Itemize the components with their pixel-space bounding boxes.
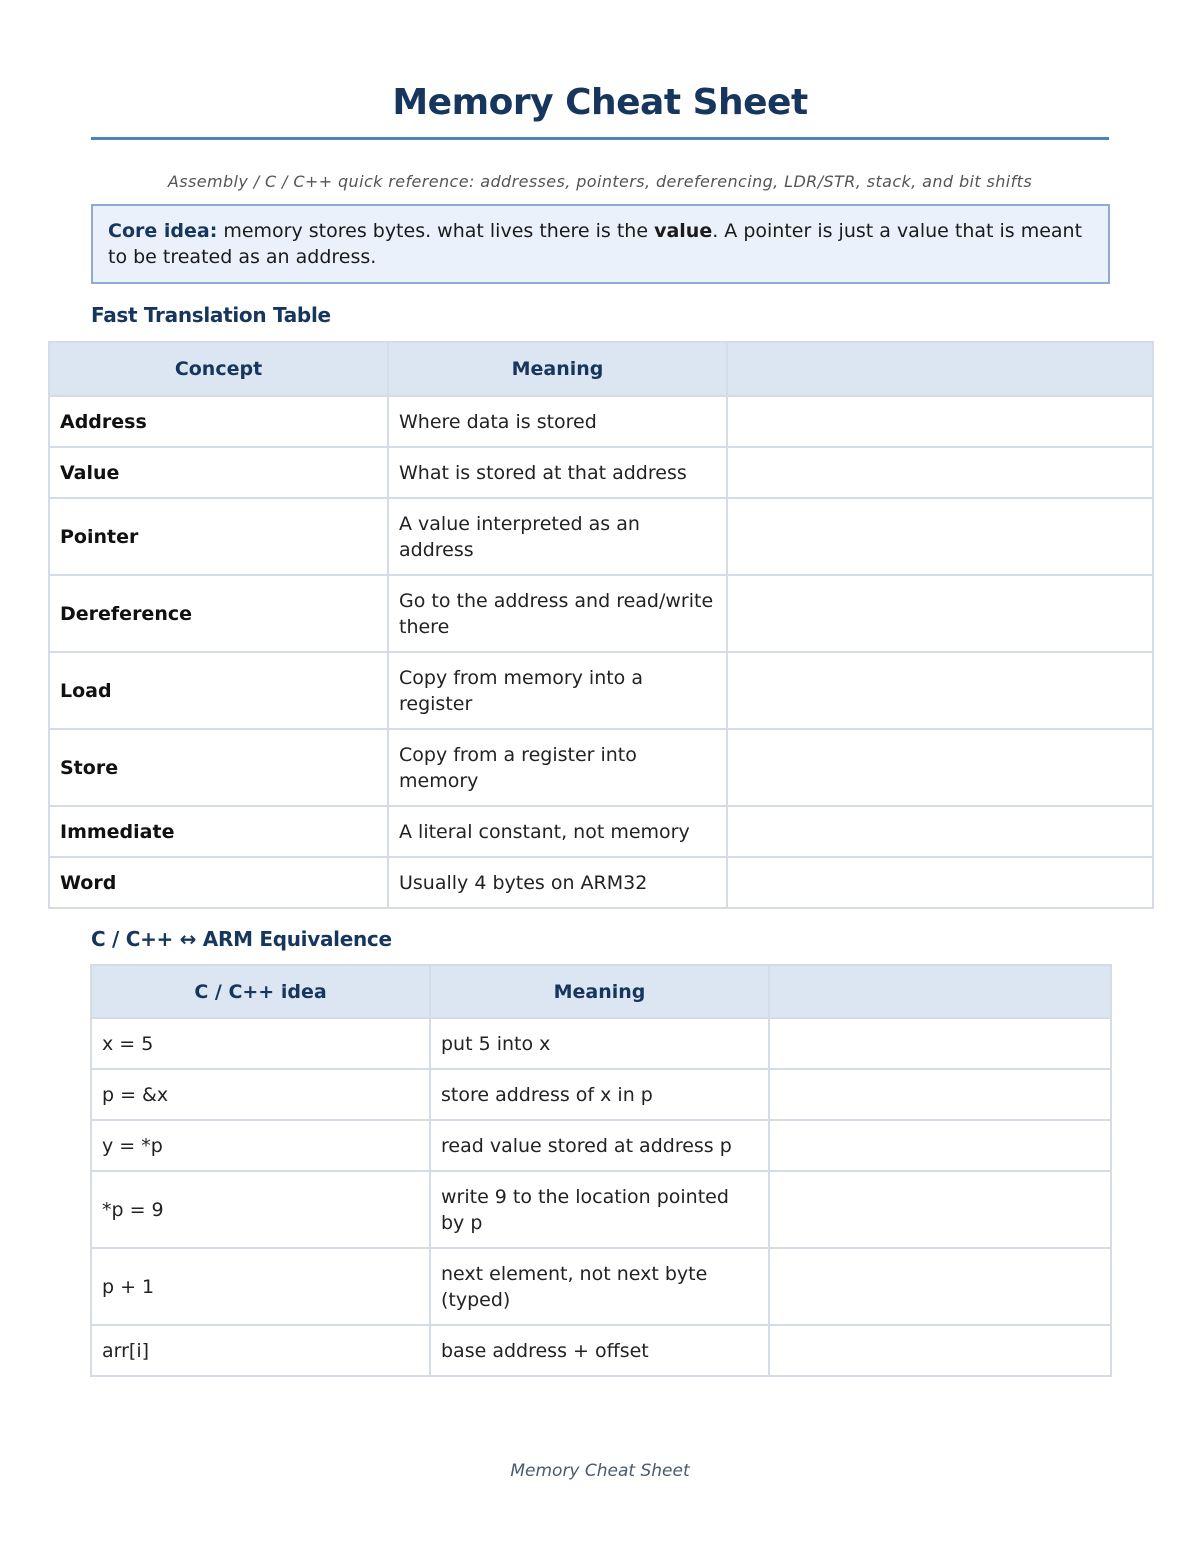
idea-cell: p = &x [91, 1069, 430, 1120]
column-header-blank [727, 342, 1153, 396]
meaning-cell: A value interpreted as an address [388, 498, 727, 575]
empty-cell [727, 806, 1153, 857]
empty-cell [727, 575, 1153, 652]
meaning-cell: Where data is stored [388, 396, 727, 447]
callout-text-1: memory stores bytes. what lives there is the [217, 220, 655, 242]
table-row [91, 1018, 1111, 1069]
idea-cell: p + 1 [91, 1248, 430, 1325]
empty-cell [769, 1325, 1111, 1376]
empty-cell [769, 1248, 1111, 1325]
concept-cell: Value [49, 447, 388, 498]
table-header-row [49, 342, 1153, 396]
concept-cell: Load [49, 652, 388, 729]
meaning-cell: write 9 to the location pointed by p [430, 1171, 769, 1248]
table-row [49, 447, 1153, 498]
meaning-cell: Usually 4 bytes on ARM32 [388, 857, 727, 908]
meaning-cell: base address + offset [430, 1325, 769, 1376]
column-header-concept: Concept [49, 342, 388, 396]
table-row [49, 575, 1153, 652]
empty-cell [769, 1069, 1111, 1120]
table-row [91, 1120, 1111, 1171]
empty-cell [727, 498, 1153, 575]
page-footer: Memory Cheat Sheet [510, 1461, 690, 1481]
idea-cell: arr[i] [91, 1325, 430, 1376]
meaning-cell: next element, not next byte (typed) [430, 1248, 769, 1325]
empty-cell [769, 1018, 1111, 1069]
column-header-meaning: Meaning [430, 965, 769, 1018]
concept-cell: Immediate [49, 806, 388, 857]
table-row [91, 1069, 1111, 1120]
idea-cell: *p = 9 [91, 1171, 430, 1248]
meaning-cell: Copy from a register into memory [388, 729, 727, 806]
title-divider [91, 137, 1109, 140]
concept-cell: Store [49, 729, 388, 806]
column-header-idea: C / C++ idea [91, 965, 430, 1018]
column-header-blank [769, 965, 1111, 1018]
table-row [91, 1171, 1111, 1248]
empty-cell [727, 447, 1153, 498]
equivalence-table [90, 964, 1112, 1377]
core-idea-callout [91, 204, 1110, 284]
table-row [49, 498, 1153, 575]
table-row [49, 729, 1153, 806]
meaning-cell: store address of x in p [430, 1069, 769, 1120]
section-heading-equivalence: C / C++ ↔ ARM Equivalence [91, 927, 392, 951]
concept-cell: Pointer [49, 498, 388, 575]
meaning-cell: read value stored at address p [430, 1120, 769, 1171]
callout-lead: Core idea: [108, 220, 218, 242]
page-subtitle: Assembly / C / C++ quick reference: addresses, pointers, dereferencing, LDR/STR, stack, and bit shifts [167, 172, 1033, 191]
concept-cell: Dereference [49, 575, 388, 652]
table-header-row [91, 965, 1111, 1018]
column-header-meaning: Meaning [388, 342, 727, 396]
meaning-cell: What is stored at that address [388, 447, 727, 498]
meaning-cell: A literal constant, not memory [388, 806, 727, 857]
idea-cell: y = *p [91, 1120, 430, 1171]
meaning-cell: Go to the address and read/write there [388, 575, 727, 652]
empty-cell [727, 396, 1153, 447]
meaning-cell: put 5 into x [430, 1018, 769, 1069]
empty-cell [769, 1171, 1111, 1248]
empty-cell [769, 1120, 1111, 1171]
table-row [49, 857, 1153, 908]
table-row [49, 806, 1153, 857]
idea-cell: x = 5 [91, 1018, 430, 1069]
table-row [49, 652, 1153, 729]
concept-cell: Word [49, 857, 388, 908]
concept-cell: Address [49, 396, 388, 447]
callout-bold: value [654, 220, 713, 242]
table-row [49, 396, 1153, 447]
empty-cell [727, 652, 1153, 729]
table-row [91, 1248, 1111, 1325]
translation-table [48, 341, 1154, 909]
callout-text-2: . A pointer is just a value that is meant to be treated as an address. [108, 220, 1083, 268]
empty-cell [727, 857, 1153, 908]
table-row [91, 1325, 1111, 1376]
page-title: Memory Cheat Sheet [392, 82, 808, 123]
section-heading-translation: Fast Translation Table [91, 303, 331, 327]
empty-cell [727, 729, 1153, 806]
meaning-cell: Copy from memory into a register [388, 652, 727, 729]
